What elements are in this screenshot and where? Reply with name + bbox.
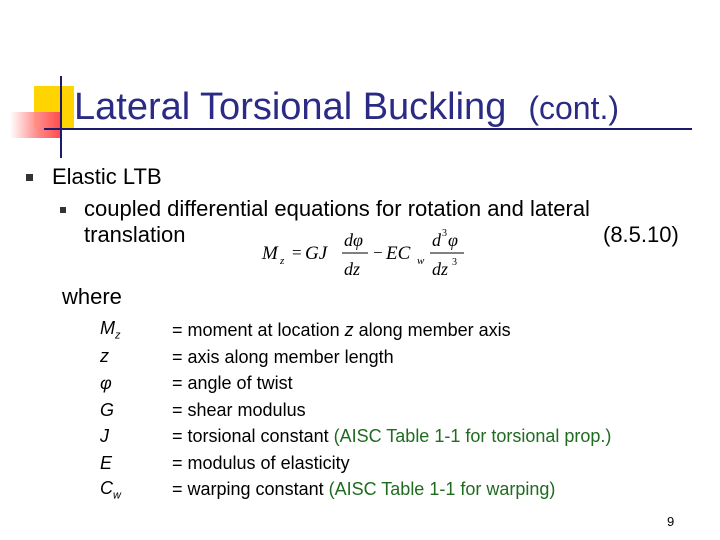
eq-term2-num-exp: 3 [442, 228, 447, 239]
eq-term1-den: dz [344, 259, 361, 279]
where-label: where [62, 284, 122, 309]
def-note-cw: (AISC Table 1-1 for warping) [328, 479, 556, 499]
bullet-square-icon [26, 174, 33, 181]
eq-lhs-sub: z [280, 255, 285, 267]
sub-bullet-line2: translation [84, 222, 186, 247]
slide-title-main: Lateral Torsional Buckling [74, 86, 507, 128]
eq-term2-num-var: φ [448, 230, 458, 250]
def-symbol-cw: $C_w$ [100, 478, 121, 502]
def-symbol-mz: $M_z$ [100, 318, 121, 342]
def-symbol-j: J [100, 426, 109, 446]
eq-term2-num: d [432, 230, 441, 250]
title-decoration-red-bar [10, 112, 60, 138]
equation-number: (8.5.10) [603, 222, 679, 247]
slide-title-cont: (cont.) [528, 90, 620, 126]
eq-term2-coef-sub: w [417, 255, 425, 267]
eq-term1-num: dφ [344, 230, 363, 250]
def-text-cw: = warping constant (AISC Table 1-1 for warping) [172, 479, 556, 499]
eq-term2-coef: EC [386, 243, 411, 264]
def-note-j: (AISC Table 1-1 for torsional prop.) [333, 426, 612, 446]
title-decoration-vertical-line [60, 76, 62, 158]
eq-lhs: M [262, 243, 278, 264]
def-symbol-z: z [100, 346, 109, 366]
def-symbol-phi: φ [100, 373, 112, 393]
def-symbol-e: E [100, 453, 113, 473]
sub-bullet-line1: coupled differential equations for rotation and lateral [84, 196, 590, 221]
eq-term2-den-exp: 3 [452, 257, 457, 268]
ltb-equation [260, 226, 468, 280]
page-number: 9 [667, 514, 675, 529]
eq-term2-den: dz [432, 259, 449, 279]
def-text-z: = axis along member length [172, 347, 394, 367]
def-text-phi: = angle of twist [172, 373, 293, 393]
slide-title [74, 86, 619, 129]
eq-minus: − [373, 243, 383, 262]
def-symbol-g: G [100, 400, 115, 420]
def-text-e: = modulus of elasticity [172, 453, 350, 473]
eq-equals: = [292, 243, 302, 262]
def-text-j: = torsional constant (AISC Table 1-1 for torsional prop.) [172, 426, 612, 446]
sub-bullet-square-icon [60, 207, 66, 213]
bullet-elastic-ltb: Elastic LTB [52, 164, 162, 189]
def-text-mz: = moment at location z along member axis [172, 320, 511, 340]
def-text-g: = shear modulus [172, 400, 306, 420]
eq-term1-coef: GJ [305, 243, 328, 264]
